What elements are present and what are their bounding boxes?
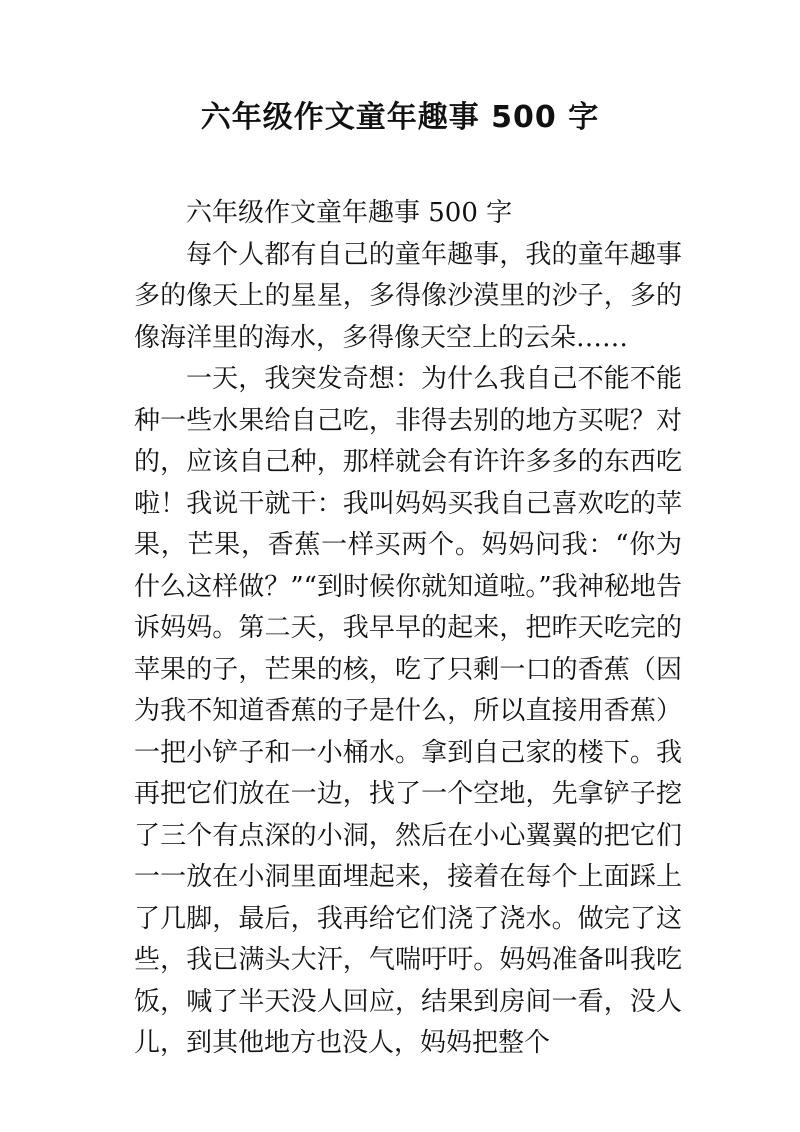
paragraph-subtitle: 六年级作文童年趣事 500 字 [186, 198, 513, 228]
paragraph-intro: 每个人都有自己的童年趣事，我的童年趣事多的像天上的星星，多得像沙漠里的沙子，多的像海洋里的海水，多得像天空上的云朵…… [134, 239, 682, 353]
paragraph-story: 一天，我突发奇想：为什么我自己不能不能种一些水果给自己吃，非得去别的地方买呢？对的，应该自己种，那样就会有许许多多的东西吃啦！我说干就干：我叫妈妈买我自己喜欢吃的苹果，芒果，香蕉一样买两个。妈妈问我：“你为什么这样做？”“到时候你就知道啦。”我神秘地告诉妈妈。第二天，我早早的起来，把昨天吃完的苹果的子，芒果的核，吃了只剩一口的香蕉（因为我不知道香蕉的子是什么，所以直接用香蕉）一把小铲子和一小桶水。拿到自己家的楼下。我再把它们放在一边，找了一个空地，先拿铲子挖了三个有点深的小洞，然后在小心翼翼的把它们一一放在小洞里面埋起来，接着在每个上面踩上了几脚，最后，我再给它们浇了浇水。做完了这些，我已满头大汗，气喘吁吁。妈妈准备叫我吃饭，喊了半天没人回应，结果到房间一看，没人儿，到其他地方也没人，妈妈把整个 [134, 364, 682, 1058]
document-body [134, 193, 682, 1065]
document-title: 六年级作文童年趣事 500 字 [200, 100, 600, 135]
